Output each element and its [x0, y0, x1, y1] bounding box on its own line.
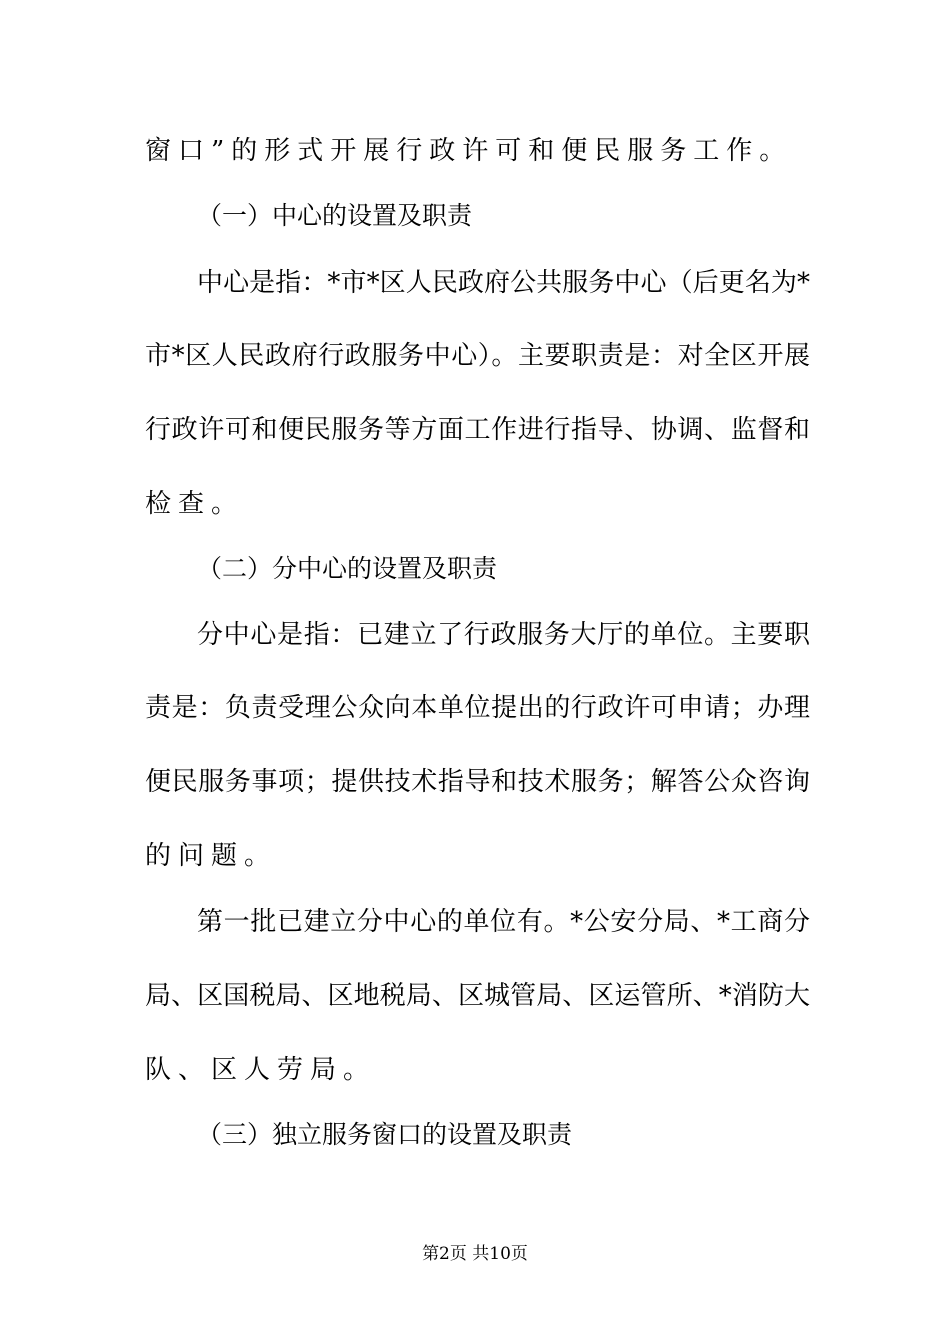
- paragraph-line: 局、区国税局、区地税局、区城管局、区运管所、*消防大: [145, 981, 810, 1011]
- paragraph-line: 中心是指：*市*区人民政府公共服务中心（后更名为*: [197, 268, 810, 298]
- paragraph-line: 队、区人劳局。: [145, 1055, 377, 1085]
- section-heading-2: （二）分中心的设置及职责: [197, 554, 498, 583]
- page-number-footer: 第2页 共10页: [422, 1244, 528, 1264]
- paragraph-line: 行政许可和便民服务等方面工作进行指导、协调、监督和: [145, 415, 810, 445]
- paragraph-line: 分中心是指：已建立了行政服务大厅的单位。主要职: [197, 620, 810, 650]
- paragraph-line: 责是：负责受理公众向本单位提出的行政许可申请；办理: [145, 693, 810, 723]
- paragraph-line: 市*区人民政府行政服务中心）。主要职责是：对全区开展: [145, 341, 810, 371]
- paragraph-line: 便民服务事项；提供技术指导和技术服务；解答公众咨询: [145, 767, 810, 797]
- paragraph-line: 窗口”的形式开展行政许可和便民服务工作。: [145, 136, 793, 166]
- paragraph-line: 检查。: [145, 489, 245, 519]
- section-heading-1: （一）中心的设置及职责: [197, 201, 473, 230]
- section-heading-3: （三）独立服务窗口的设置及职责: [197, 1120, 573, 1149]
- paragraph-line: 的问题。: [145, 841, 278, 871]
- paragraph-line: 第一批已建立分中心的单位有。*公安分局、*工商分: [197, 907, 810, 937]
